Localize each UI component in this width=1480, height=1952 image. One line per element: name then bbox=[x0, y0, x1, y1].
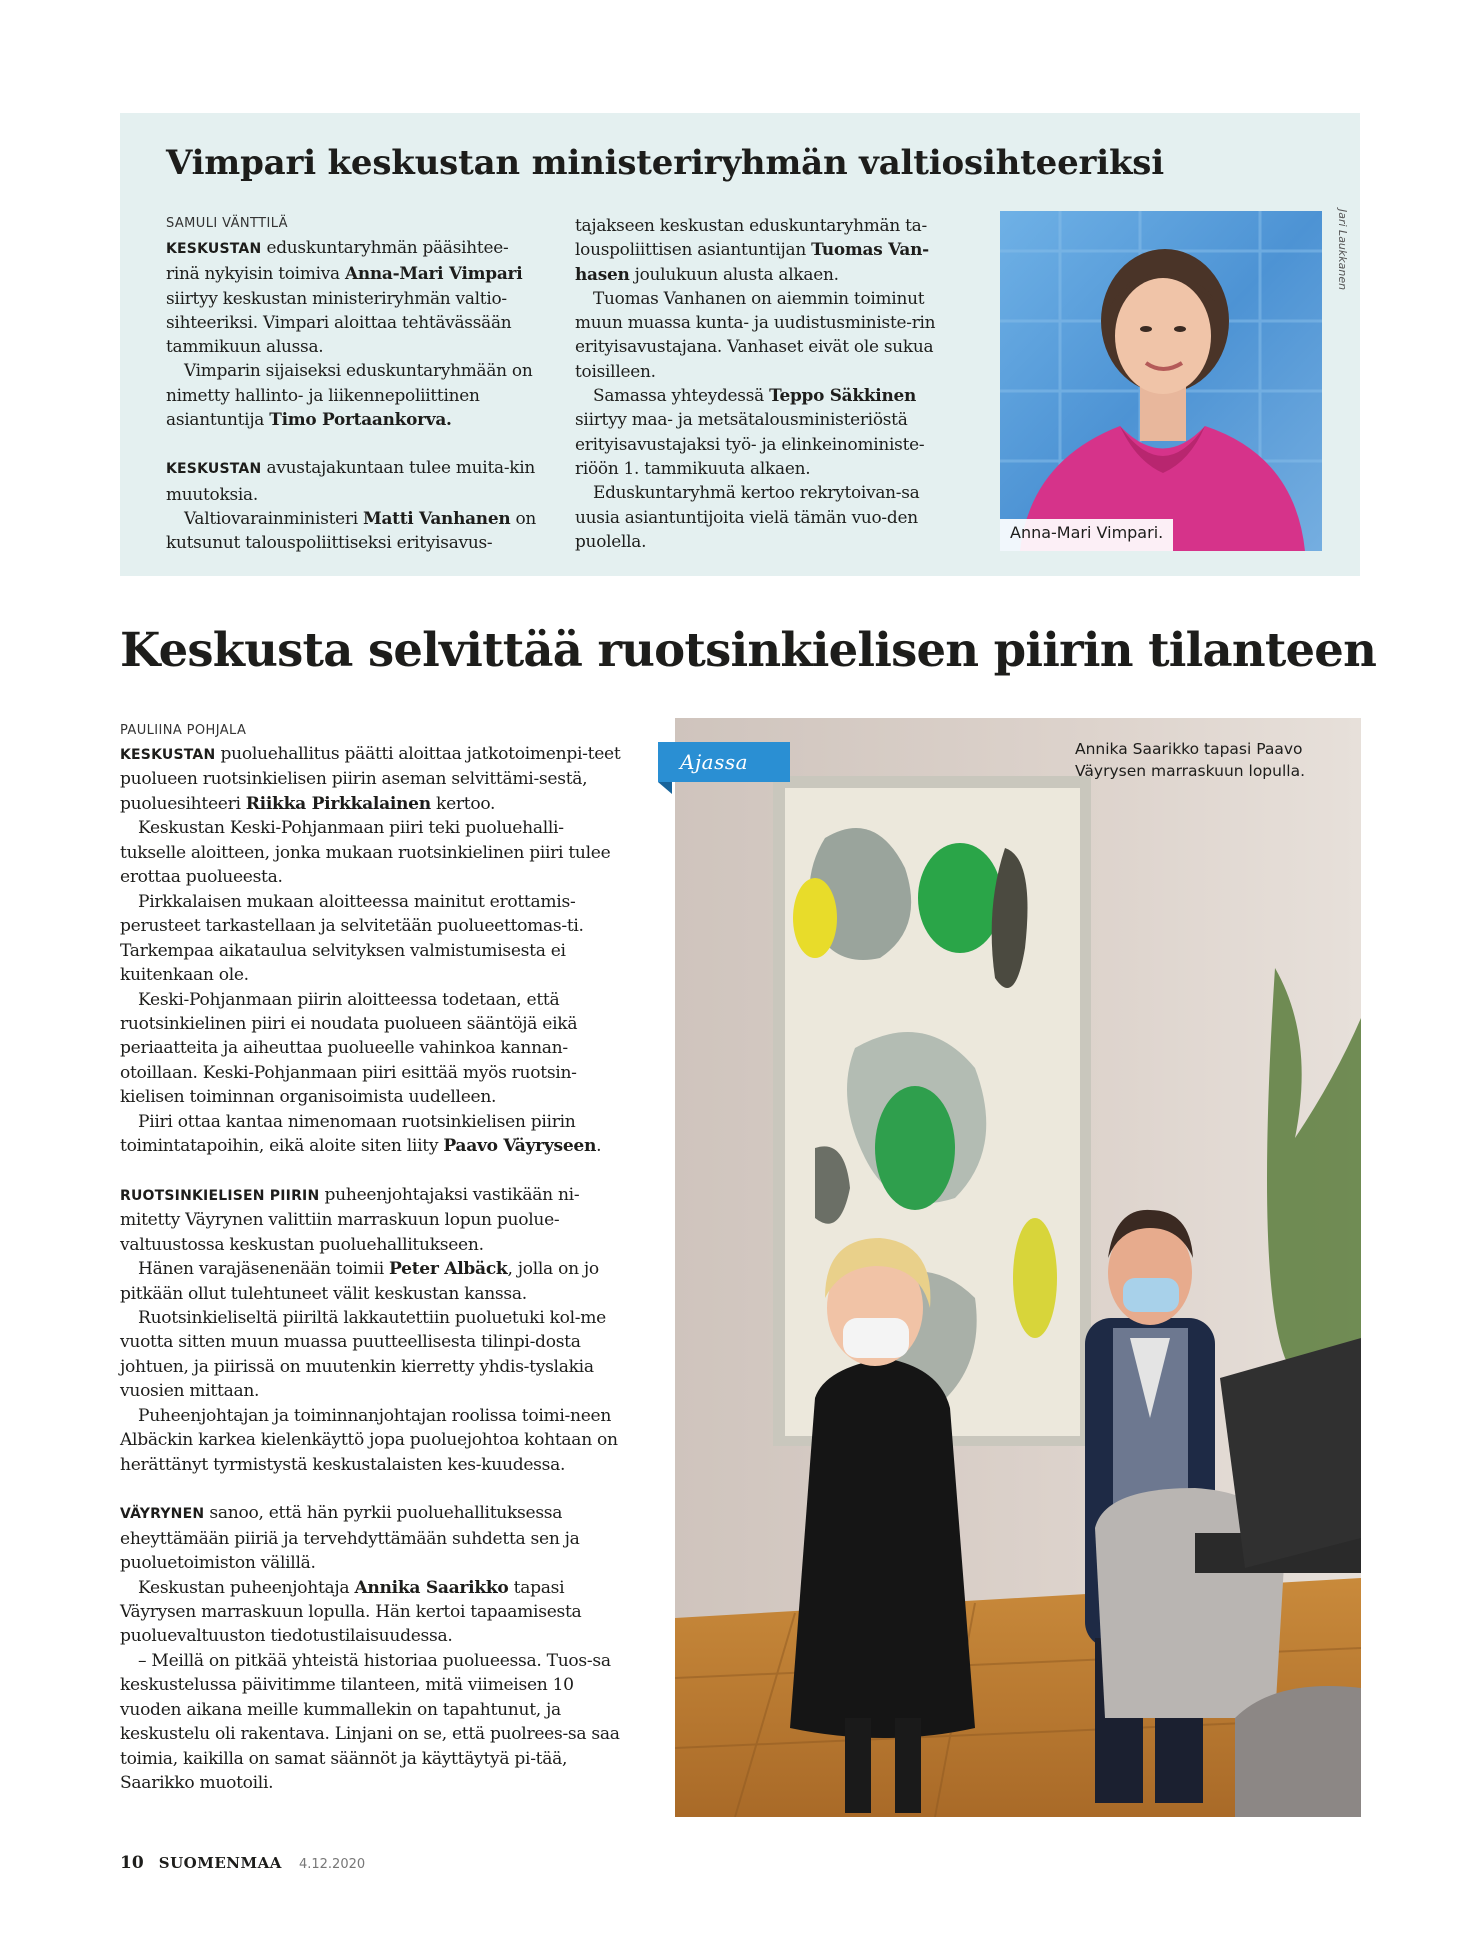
section-label-tail bbox=[658, 782, 672, 794]
person-name: Anna-Mari Vimpari bbox=[344, 263, 523, 284]
paragraph: Keskustan Keski-Pohjanmaan piiri teki puoluehalli-tukselle aloitteen, jonka mukaan ruotsinkielinen piiri tulee erottaa puolueesta. bbox=[120, 818, 611, 888]
paragraph bbox=[166, 235, 541, 358]
paragraph bbox=[120, 1183, 628, 1257]
lead-word: VÄYRYNEN bbox=[120, 1506, 205, 1523]
person-name: Timo Portaankorva. bbox=[269, 409, 452, 430]
text-run: siirtyy maa- ja metsätalousministeriöstä erityisavustajaksi työ- ja elinkeinoministe-riöön 1. tammikuuta alkaen. bbox=[575, 409, 925, 478]
person-name: Annika Saarikko bbox=[354, 1577, 509, 1598]
text-run: eduskuntaryhmän pääsihtee-rinä nykyisin toimiva bbox=[166, 237, 509, 284]
text-run: Keskustan puheenjohtaja bbox=[138, 1577, 355, 1598]
paragraph bbox=[575, 213, 955, 286]
publication-name: SUOMENMAA bbox=[158, 1854, 282, 1872]
issue-date: 4.12.2020 bbox=[298, 1857, 366, 1872]
text-run: tajakseen keskustan eduskuntaryhmän ta-louspoliittisen asiantuntijan bbox=[575, 215, 927, 260]
paragraph bbox=[166, 455, 541, 506]
text-run: puoluehallitus päätti aloittaa jatkotoimenpi-teet puolueen ruotsinkielisen piirin aseman selvittämi-sestä, puoluesihteeri bbox=[120, 744, 621, 814]
paragraph bbox=[166, 358, 541, 431]
page-number: 10 bbox=[120, 1853, 144, 1873]
paragraph: Ruotsinkieliseltä piiriltä lakkautettiin puoluetuki kol-me vuotta sitten muun muassa puutteellisesta tilinpi-dosta johtuen, ja piirissä on muutenkin kierretty yhdis-tyslakia vuosien mittaan. bbox=[120, 1307, 606, 1402]
text-run: sanoo, että hän pyrkii puoluehallituksessa eheyttämään piiriä ja tervehdyttämään suhdetta sen ja puoluetoimiston välillä. bbox=[120, 1503, 580, 1574]
paragraph: Keski-Pohjanmaan piirin aloitteessa todetaan, että ruotsinkielinen piiri ei noudata puolueen sääntöjä eikä periaatteita ja aiheuttaa puolueelle vahinkoa kannan-otoillaan. Keski-Pohjanmaan piiri esittää myös ruotsin-kielisen toiminnan organisoimista uudelleen. bbox=[120, 989, 578, 1108]
person-name: Paavo Väyryseen bbox=[443, 1136, 597, 1157]
paragraph: Puheenjohtajan ja toiminnanjohtajan roolissa toimi-neen Albäckin karkea kielenkäyttö jopa puoluejohtoa kohtaan on herättänyt tyrmistystä keskustalaisten kes-kuudessa. bbox=[120, 1405, 618, 1475]
paragraph bbox=[120, 1110, 628, 1159]
main-article-title: Keskusta selvittää ruotsinkielisen piirin tilanteen bbox=[120, 622, 1377, 677]
main-article-photo bbox=[675, 718, 1361, 1817]
sidebar-article-column-2 bbox=[575, 213, 955, 553]
text-run: siirtyy keskustan ministeriryhmän valtio-sihteeriksi. Vimpari aloittaa tehtävässään tammikuun alussa. bbox=[166, 287, 512, 357]
text-run: Hänen varajäsenenään toimii bbox=[138, 1259, 390, 1280]
sidebar-article-title: Vimpari keskustan ministeriryhmän valtiosihteeriksi bbox=[166, 143, 1164, 183]
paragraph: Eduskuntaryhmä kertoo rekrytoivan-sa uusia asiantuntijoita vielä tämän vuo-den puolella. bbox=[575, 482, 920, 551]
paragraph: Tuomas Vanhanen on aiemmin toiminut muun muassa kunta- ja uudistusministe-rin erityisavustajana. Vanhaset eivät ole sukua toisilleen. bbox=[575, 287, 936, 381]
text-run: kertoo. bbox=[430, 793, 496, 814]
photo-illustration bbox=[675, 718, 1361, 1817]
sidebar-article-column-1 bbox=[166, 213, 541, 555]
text-run: Piiri ottaa kantaa nimenomaan ruotsinkielisen piirin toimintatapoihin, eikä aloite siten liity bbox=[120, 1111, 576, 1157]
paragraph bbox=[120, 1576, 628, 1649]
person-name: Teppo Säkkinen bbox=[769, 385, 917, 406]
paragraph bbox=[120, 1501, 628, 1575]
paragraph bbox=[120, 1257, 628, 1306]
text-run: puheenjohtajaksi vastikään ni-mitetty Väyrynen valittiin marraskuun lopun puolue-valtuustossa keskustan puoluehallitukseen. bbox=[120, 1184, 580, 1255]
text-run: Samassa yhteydessä bbox=[593, 385, 770, 406]
paragraph: – Meillä on pitkää yhteistä historiaa puolueessa. Tuos-sa keskustelussa päivitimme tilanteen, mitä viimeisen 10 vuoden aikana meille kummallekin on tapahtunut, ja keskustelu oli rakentava. Linjani on se, että puolrees-sa saa toimia, kaikilla on samat säännöt ja käyttäytyä pi-tää, Saarikko muotoili. bbox=[120, 1650, 620, 1794]
text-run: , jolla on jo pitkään ollut tulehtuneet välit keskustan kanssa. bbox=[120, 1259, 599, 1304]
portrait-photo bbox=[1000, 211, 1322, 551]
main-article-byline: PAULIINA POHJALA bbox=[120, 723, 247, 738]
page-footer bbox=[120, 1853, 365, 1877]
text-run: on kutsunut talouspoliittiseksi erityisavus- bbox=[166, 507, 537, 553]
text-run: Vimparin sijaiseksi eduskuntaryhmään on nimetty hallinto- ja liikennepoliittinen asiantuntija bbox=[166, 360, 533, 430]
text-run: joulukuun alusta alkaen. bbox=[629, 263, 839, 284]
lead-word: KESKUSTAN bbox=[166, 461, 262, 478]
section-label: Ajassa bbox=[658, 742, 790, 782]
paragraph bbox=[120, 742, 628, 816]
paragraph bbox=[575, 383, 955, 480]
main-article-body bbox=[120, 720, 628, 1796]
text-run: Valtiovarainministeri bbox=[184, 507, 364, 528]
sidebar-article-byline: SAMULI VÄNTTILÄ bbox=[166, 216, 288, 231]
paragraph: Pirkkalaisen mukaan aloitteessa mainitut erottamis-perusteet tarkastellaan ja selvitetään puolueettomas-ti. Tarkempaa aikataulua selvityksen valmistumisesta ei kuitenkaan ole. bbox=[120, 891, 584, 986]
person-name: Matti Vanhanen bbox=[363, 507, 511, 528]
photo-caption: Annika Saarikko tapasi Paavo Väyrysen marraskuun lopulla. bbox=[1075, 740, 1306, 780]
portrait-illustration bbox=[1000, 211, 1322, 551]
text-run: tapasi Väyrysen marraskuun lopulla. Hän kertoi tapaamisesta puoluevaltuuston tiedotustilaisuudessa. bbox=[120, 1577, 582, 1647]
portrait-caption: Anna-Mari Vimpari. bbox=[1000, 519, 1173, 551]
person-name: Peter Albäck bbox=[389, 1259, 508, 1280]
lead-word: KESKUSTAN bbox=[166, 241, 262, 257]
paragraph bbox=[166, 506, 541, 555]
sidebar-article-box bbox=[120, 113, 1360, 576]
person-name: Riikka Pirkkalainen bbox=[245, 793, 431, 814]
lead-word: KESKUSTAN bbox=[120, 747, 216, 763]
text-run: . bbox=[596, 1136, 602, 1157]
photo-credit: Jari Laukkanen bbox=[1336, 209, 1349, 291]
text-run: avustajakuntaan tulee muita-kin muutoksia. bbox=[166, 457, 536, 504]
lead-word: RUOTSINKIELISEN PIIRIN bbox=[120, 1187, 320, 1204]
person-name: Tuomas Van-hasen bbox=[575, 239, 929, 284]
